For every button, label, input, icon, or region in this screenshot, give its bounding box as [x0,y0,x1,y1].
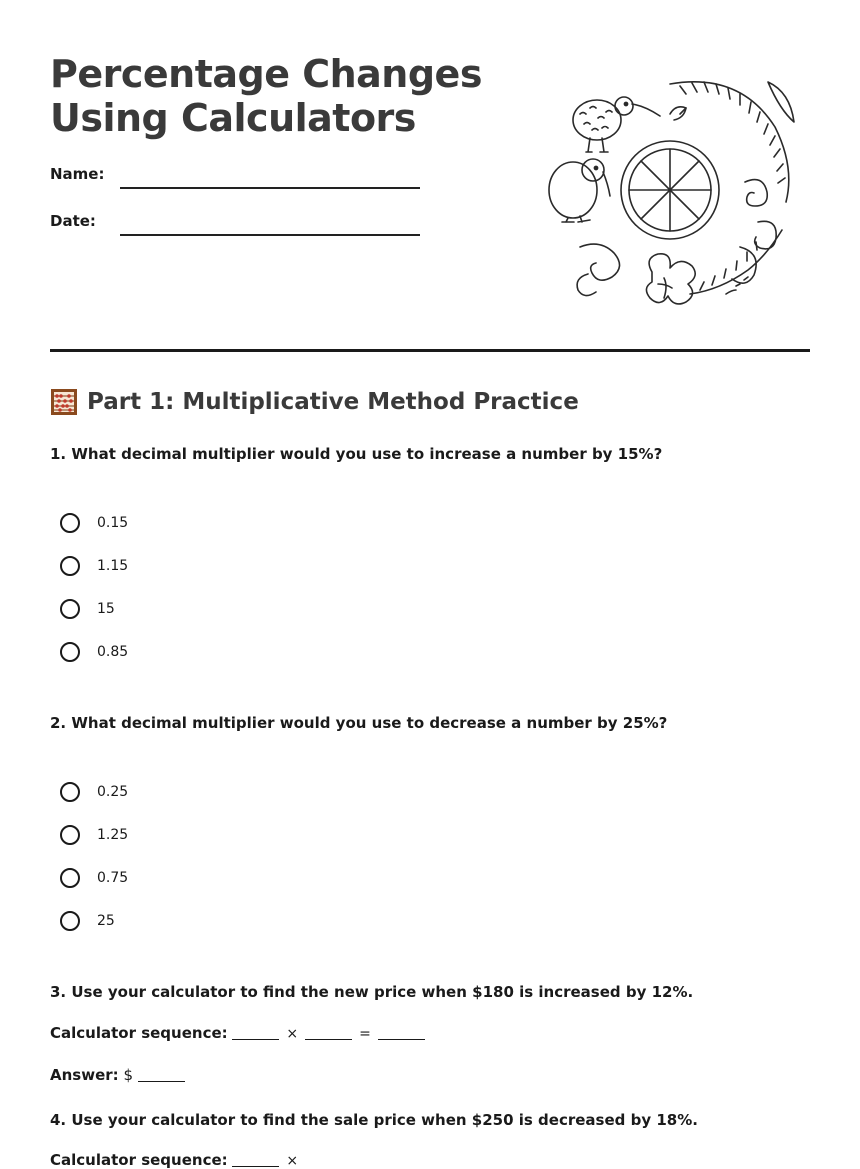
times-sign: × [286,1026,299,1042]
radio-button[interactable] [60,599,80,619]
question-1: 1. What decimal multiplier would you use to increase a number by 15%? [50,445,663,463]
q1-option-2[interactable] [60,553,128,579]
part1-heading [50,388,579,416]
option-label: 0.25 [97,784,129,800]
blank-field[interactable] [138,1067,185,1082]
sequence-label: Calculator sequence: [50,1151,228,1169]
q2-option-3[interactable] [60,865,128,891]
q1-option-1[interactable] [60,510,128,536]
currency-symbol: $ [123,1066,133,1084]
radio-button[interactable] [60,513,80,533]
q3-calculator-sequence [50,1024,425,1042]
radio-button[interactable] [60,642,80,662]
question-4: 4. Use your calculator to find the sale price when $250 is decreased by 18%. [50,1111,698,1129]
sequence-label: Calculator sequence: [50,1024,228,1042]
option-label: 15 [97,601,115,617]
date-label: Date: [50,212,96,230]
equals-sign: = [359,1026,371,1042]
title-line-1: Percentage Changes [50,52,482,96]
abacus-icon [50,388,78,416]
q1-option-4[interactable] [60,639,128,665]
name-field[interactable] [120,187,420,189]
option-label: 0.85 [97,644,129,660]
question-3: 3. Use your calculator to find the new price when $180 is increased by 12%. [50,983,694,1001]
name-label: Name: [50,165,105,183]
blank-field[interactable] [378,1025,425,1040]
q4-calculator-sequence [50,1151,305,1169]
date-field[interactable] [120,234,420,236]
radio-button[interactable] [60,868,80,888]
option-label: 0.75 [97,870,129,886]
option-label: 1.25 [97,827,129,843]
times-sign: × [286,1153,299,1169]
radio-button[interactable] [60,556,80,576]
radio-button[interactable] [60,825,80,845]
q2-option-2[interactable] [60,822,128,848]
blank-field[interactable] [232,1025,279,1040]
question-2: 2. What decimal multiplier would you use to decrease a number by 25%? [50,714,668,732]
q3-answer [50,1066,185,1084]
option-label: 1.15 [97,558,129,574]
answer-label: Answer: [50,1066,119,1084]
header-divider [50,349,810,352]
q2-option-1[interactable] [60,779,128,805]
blank-field[interactable] [305,1025,352,1040]
kiwi-birds-and-fern-koru-decorative-icon [540,72,800,317]
radio-button[interactable] [60,782,80,802]
blank-field[interactable] [232,1152,279,1167]
option-label: 0.15 [97,515,129,531]
q2-option-4[interactable] [60,908,115,934]
part1-title: Part 1: Multiplicative Method Practice [87,389,579,415]
option-label: 25 [97,913,115,929]
radio-button[interactable] [60,911,80,931]
q1-option-3[interactable] [60,596,115,622]
title-line-2: Using Calculators [50,96,416,140]
worksheet-title [50,52,482,140]
